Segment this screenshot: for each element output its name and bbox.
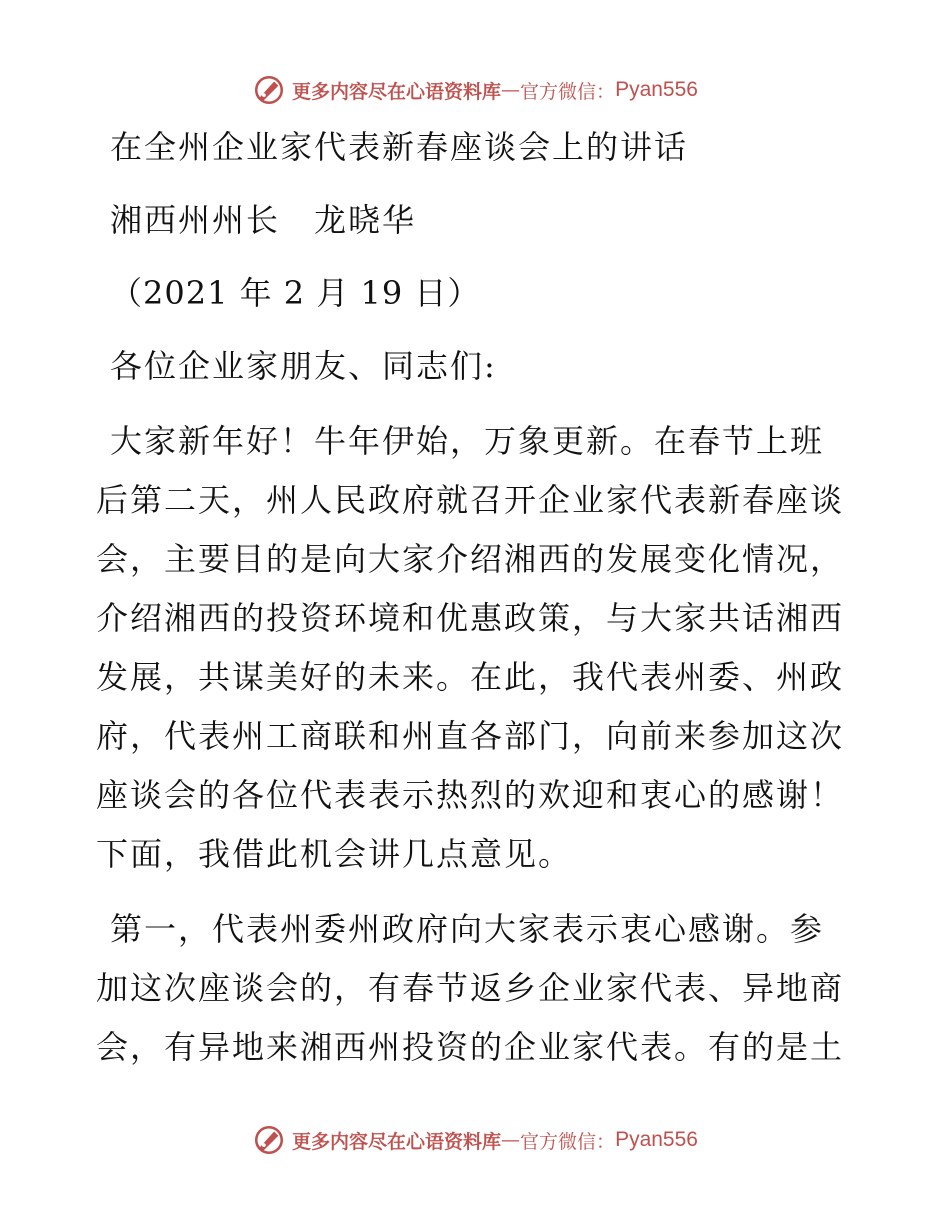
- paragraph-1: 大家新年好！牛年伊始，万象更新。在春节上班后第二天，州人民政府就召开企业家代表新春座谈会，主要目的是向大家介绍湘西的发展变化情况，介绍湘西的投资环境和优惠政策，与大家共话湘西发展，共谋美好的未来。在此，我代表州委、州政府，代表州工商联和州直各部门，向前来参加这次座谈会的各位代表表示热烈的欢迎和衷心的感谢！下面，我借此机会讲几点意见。: [96, 422, 845, 873]
- document-body: [96, 118, 856, 1077]
- watermark-wechat-id: Pyan556: [615, 1128, 698, 1151]
- watermark-wechat-id: Pyan556: [615, 78, 698, 101]
- header-watermark: [0, 70, 950, 110]
- footer-watermark: [0, 1120, 950, 1160]
- speech-date: （2021 年 2 月 19 日）: [110, 274, 481, 312]
- watermark-text: 更多内容尽在心语资料库: [292, 1130, 502, 1153]
- watermark-dash: —: [501, 79, 521, 101]
- watermark-dash: —: [501, 1129, 521, 1151]
- watermark-wechat-label: 官方微信：: [520, 1130, 616, 1153]
- watermark-text: 更多内容尽在心语资料库: [292, 80, 502, 103]
- speaker-line: 湘西州州长 龙晓华: [110, 201, 417, 239]
- pen-nib-logo-icon: [252, 1123, 286, 1157]
- speech-title: 在全州企业家代表新春座谈会上的讲话: [110, 128, 689, 166]
- pen-nib-logo-icon: [252, 73, 286, 107]
- watermark-wechat-label: 官方微信：: [520, 80, 616, 103]
- paragraph-2: 第一，代表州委州政府向大家表示衷心感谢。参加这次座谈会的，有春节返乡企业家代表、异地商会，有异地来湘西州投资的企业家代表。有的是土: [96, 910, 845, 1066]
- salutation: 各位企业家朋友、同志们:: [110, 347, 497, 385]
